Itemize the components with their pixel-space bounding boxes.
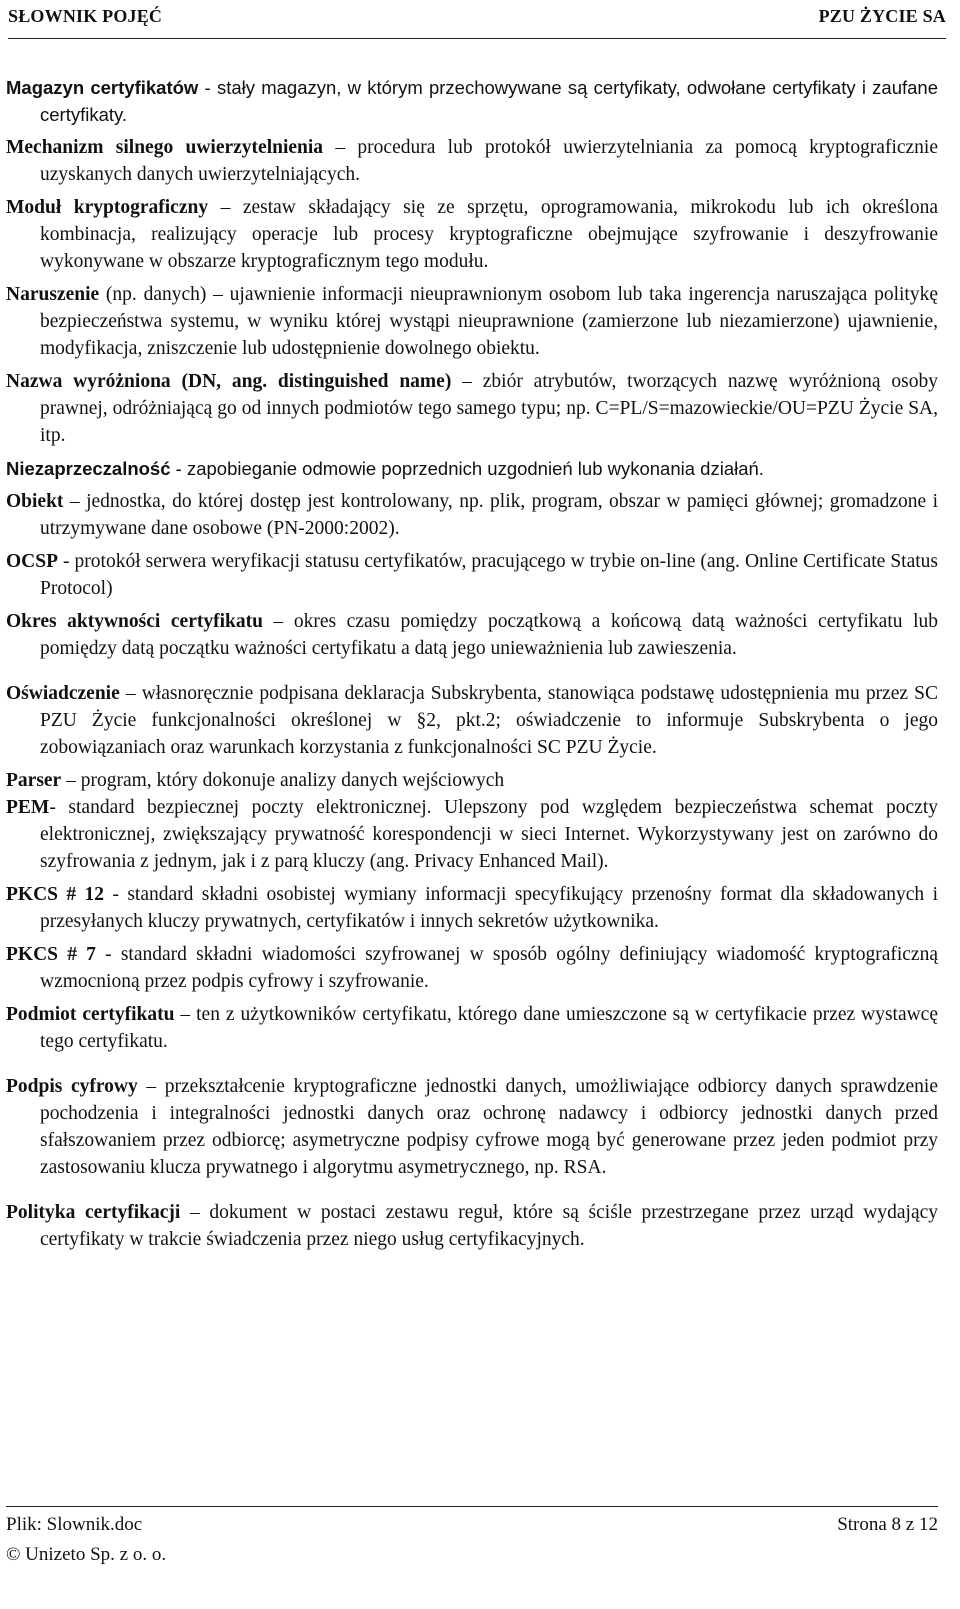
glossary-term: Podpis cyfrowy xyxy=(6,1076,138,1097)
glossary-entry xyxy=(6,680,938,761)
glossary-term: Parser xyxy=(6,770,62,791)
glossary-definition: – jednostka, do której dostęp jest kontrolowany, np. plik, program, obszar w pamięci głównej; gromadzone i utrzymywane dane osobowe (PN-2000:2002). xyxy=(40,491,938,539)
glossary-definition: - standard bezpiecznej poczty elektronicznej. Ulepszony pod względem bezpieczeństwa schemat poczty elektronicznej, zwiększający prywatność korespondencji w sieci Internet. Wykorzystywany jest on zarówno do szyfrowania z jednym, jak i z parą kluczy (ang. Privacy Enhanced Mail). xyxy=(40,797,938,872)
glossary-term: Obiekt xyxy=(6,491,64,512)
glossary-entry xyxy=(6,1073,938,1181)
page-header xyxy=(8,4,946,39)
glossary-term: Podmiot certyfikatu xyxy=(6,1004,175,1025)
glossary-term: Nazwa wyróżniona (DN, ang. distinguished name) xyxy=(6,371,452,392)
glossary-content xyxy=(6,74,938,1259)
glossary-definition: – przekształcenie kryptograficzne jednostki danych, umożliwiające odbiorcy danych sprawdzenie pochodzenia i integralności jednostki danych oraz ochronę nadawcy i odbiorcy jednostki danych przed sfałszowaniem przez odbiorcę; asymetryczne podpisy cyfrowe mogą być generowane przez jeden podmiot przy zastosowaniu klucza prywatnego i algorytmu asymetrycznego, np. RSA. xyxy=(40,1076,938,1178)
glossary-definition: – program, który dokonuje analizy danych wejściowych xyxy=(61,770,505,791)
glossary-entry xyxy=(6,881,938,935)
footer-copyright: © Unizeto Sp. z o. o. xyxy=(6,1544,167,1565)
glossary-definition: - protokół serwera weryfikacji statusu certyfikatów, pracującego w trybie on-line (ang. Online Certificate Status Protocol) xyxy=(40,551,938,599)
page-footer xyxy=(6,1506,938,1569)
glossary-term: Naruszenie xyxy=(6,284,100,305)
glossary-definition: - zapobieganie odmowie poprzednich uzgodnień lub wykonania działań. xyxy=(170,458,764,479)
footer-page-number: Strona 8 z 12 xyxy=(837,1514,938,1535)
glossary-entry xyxy=(6,794,938,875)
header-title-left: SŁOWNIK POJĘĆ xyxy=(8,6,163,26)
glossary-definition: – ten z użytkowników certyfikatu, którego dane umieszczone są w certyfikacie przez wystawcę tego certyfikatu. xyxy=(40,1004,938,1052)
glossary-definition: - stały magazyn, w którym przechowywane są certyfikaty, odwołane certyfikaty i zaufane certyfikaty. xyxy=(40,77,938,125)
glossary-entry xyxy=(6,767,938,794)
glossary-entry xyxy=(6,194,938,275)
glossary-definition: – zbiór atrybutów, tworzących nazwę wyróżnioną osoby prawnej, odróżniającą go od innych podmiotów tego samego typu; np. C=PL/S=mazowieckie/OU=PZU Życie SA, itp. xyxy=(40,371,939,446)
glossary-term: PKCS # 12 xyxy=(6,884,105,905)
glossary-entry xyxy=(6,941,938,995)
glossary-term: Niezaprzeczalność xyxy=(6,458,171,479)
glossary-entry xyxy=(6,548,938,602)
glossary-term: Mechanizm silnego uwierzytelnienia xyxy=(6,137,324,158)
glossary-entry xyxy=(6,74,938,128)
footer-file-name: Plik: Slownik.doc xyxy=(6,1514,143,1535)
glossary-entry xyxy=(6,134,938,188)
glossary-entry xyxy=(6,1001,938,1055)
glossary-definition: – okres czasu pomiędzy początkową a końcową datą ważności certyfikatu lub pomiędzy datą początku ważności certyfikatu a datą jego unieważnienia lub zawieszenia. xyxy=(40,611,938,659)
glossary-term: Okres aktywności certyfikatu xyxy=(6,611,263,632)
glossary-term: PEM xyxy=(6,797,50,818)
glossary-entry xyxy=(6,488,938,542)
glossary-definition: – procedura lub protokół uwierzytelniania za pomocą kryptograficznie uzyskanych danych uwierzytelniających. xyxy=(40,137,939,185)
glossary-term: Oświadczenie xyxy=(6,683,120,704)
glossary-definition: - standard składni wiadomości szyfrowanej w sposób ogólny definiujący wiadomość kryptograficzną wzmocnioną przez podpis cyfrowy i szyfrowanie. xyxy=(40,944,938,992)
header-title-right: PZU ŻYCIE SA xyxy=(818,6,946,26)
glossary-entry xyxy=(6,455,938,482)
glossary-term: Moduł kryptograficzny xyxy=(6,197,209,218)
glossary-term: OCSP xyxy=(6,551,59,572)
glossary-term: Magazyn certyfikatów xyxy=(6,77,199,98)
glossary-entry xyxy=(6,368,938,449)
glossary-entry xyxy=(6,608,938,662)
glossary-definition: - standard składni osobistej wymiany informacji specyfikujący przenośny format dla składowanych i przesyłanych kluczy prywatnych, certyfikatów i innych sekretów użytkownika. xyxy=(40,884,938,932)
glossary-definition: – dokument w postaci zestawu reguł, które są ściśle przestrzegane przez urząd wydający certyfikaty w trakcie świadczenia przez niego usług certyfikacyjnych. xyxy=(40,1202,938,1250)
glossary-entry xyxy=(6,281,938,362)
glossary-definition: – własnoręcznie podpisana deklaracja Subskrybenta, stanowiąca podstawę udostępnienia mu przez SC PZU Życie funkcjonalności określonej w §2, pkt.2; oświadczenie to informuje Subskrybenta o jego zobowiązaniach oraz warunkach korzystania z funkcjonalności SC PZU Życie. xyxy=(40,683,938,758)
glossary-term: Polityka certyfikacji xyxy=(6,1202,181,1223)
glossary-term: PKCS # 7 xyxy=(6,944,96,965)
glossary-definition: – zestaw składający się ze sprzętu, oprogramowania, mikrokodu lub ich określona kombinacja, realizujący operacje lub procesy kryptograficzne obejmujące szyfrowanie i deszyfrowanie wykonywane w obszarze kryptograficznym tego modułu. xyxy=(40,197,938,272)
glossary-entry xyxy=(6,1199,938,1253)
glossary-definition: (np. danych) – ujawnienie informacji nieuprawnionym osobom lub taka ingerencja naruszająca politykę bezpieczeństwa systemu, w wyniku której wystąpi nieuprawnione (zamierzone lub niezamierzone) ujawnienie, modyfikacja, zniszczenie lub udostępnienie dowolnego obiektu. xyxy=(40,284,938,359)
